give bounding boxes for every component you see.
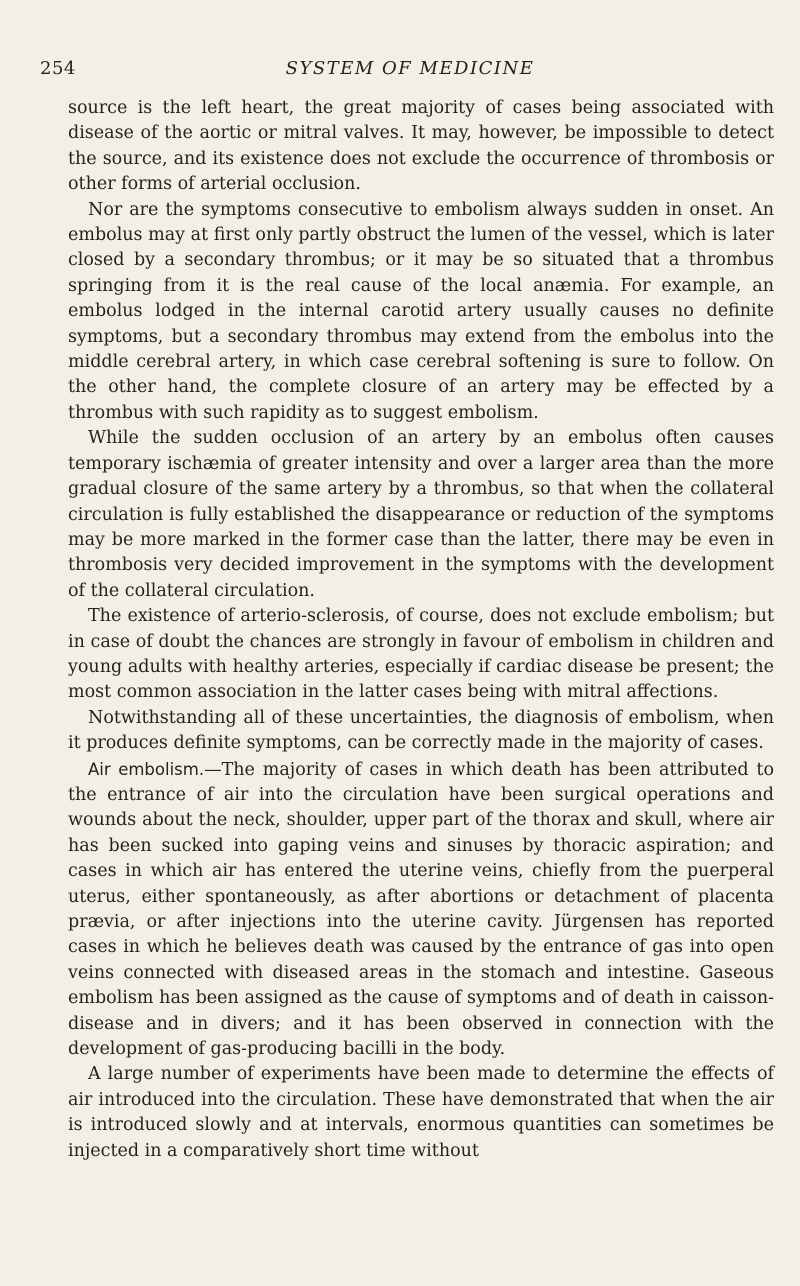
paragraph: Notwithstanding all of these uncertainties, the diagnosis of embolism, when it produces definite symptoms, can be correctly made in the majority of cases. [68,707,774,754]
page-number: 254 [40,58,76,79]
air-embolism-paragraph [68,757,774,1063]
section-heading: Air embolism. [88,759,205,779]
paragraph: A large number of experiments have been made to determine the effects of air introduced into the circulation. These have demonstrated that when the air is introduced slowly and at intervals, enormous quantities can sometimes be injected in a comparatively short time without [68,1064,774,1161]
running-title: SYSTEM OF MEDICINE [285,58,535,79]
paragraph: Nor are the symptoms consecutive to embolism always sudden in onset. An embolus may at first only partly obstruct the lumen of the vessel, which is later closed by a secondary thrombus; or it may be so situated that a thrombus springing from it is the real cause of the local anæmia. For example, an embolus lodged in the internal carotid artery usually causes no definite symptoms, but a secondary thrombus may extend from the embolus into the middle cerebral artery, in which case cerebral softening is sure to follow. On the other hand, the complete closure of an artery may be effected by a thrombus with such rapidity as to suggest embolism. [68,199,774,423]
paragraph: source is the left heart, the great majority of cases being associated with disease of the aortic or mitral valves. It may, however, be impossible to detect the source, and its existence does not exclude the occurrence of thrombosis or other forms of arterial occlusion. [68,98,774,195]
paragraph: While the sudden occlusion of an artery by an embolus often causes temporary ischæmia of greater intensity and over a larger area than the more gradual closure of the same artery by a thrombus, so that when the collateral circulation is fully established the disappearance or reduction of the symptoms may be more marked in the former case than the latter, there may be even in thrombosis very decided improvement in the symptoms with the development of the collateral circulation. [68,428,774,601]
body-text [68,96,774,1164]
page-header [40,58,780,88]
paragraph: The existence of arterio-sclerosis, of course, does not exclude embolism; but in case of doubt the chances are strongly in favour of embolism in children and young adults with healthy arteries, especially if cardiac disease be present; the most common association in the latter cases being with mitral affections. [68,606,774,703]
paragraph-text: —The majority of cases in which death has been attributed to the entrance of air into the circulation have been surgical operations and wounds about the neck, shoulder, upper part of the thorax and skull, where air has been sucked into gaping veins and sinuses by thoracic aspiration; and cases in which air has entered the uterine veins, chiefly from the puerperal uterus, either spontaneously, as after abortions or detachment of placenta prævia, or after injections into the uterine cavity. Jürgensen has reported cases in which he believes death was caused by the entrance of gas into open veins connected with diseased areas in the stomach and intestine. Gaseous embolism has been assigned as the cause of symptoms and of death in caisson-disease and in divers; and it has been observed in connection with the development of gas-producing bacilli in the body. [68,759,774,1060]
